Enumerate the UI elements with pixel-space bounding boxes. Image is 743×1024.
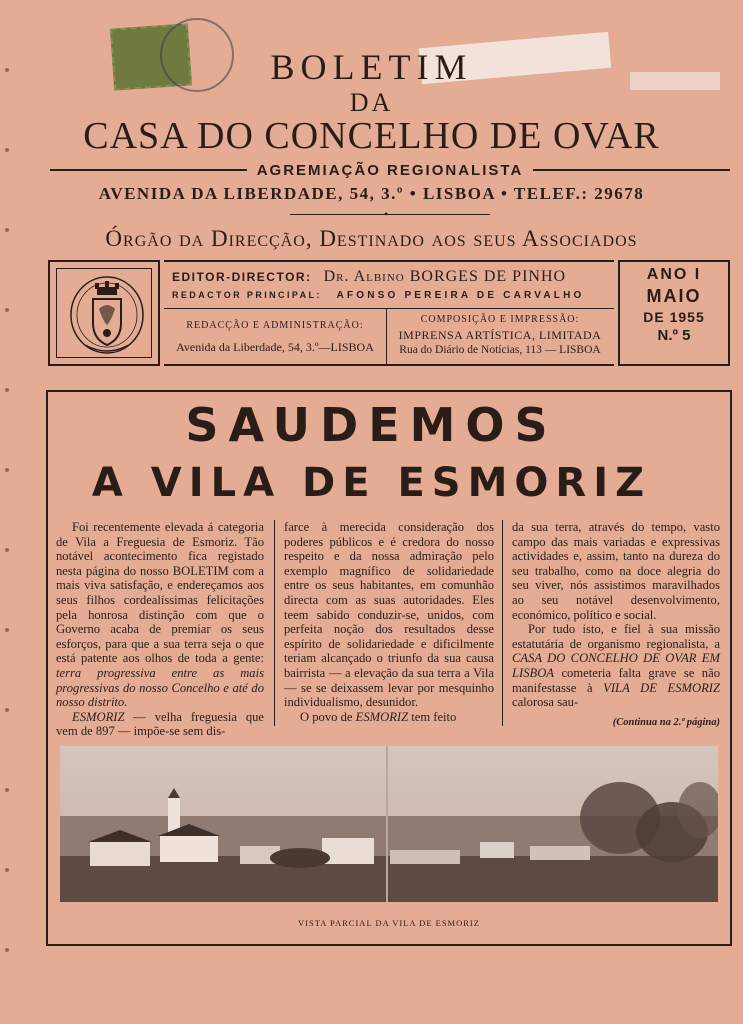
editor-name: Dr. Albino BORGES DE PINHO	[323, 268, 567, 285]
editorial-box	[164, 260, 614, 366]
crest-box	[48, 260, 160, 366]
rule-right	[533, 169, 730, 171]
masthead-address: AVENIDA DA LIBERDADE, 54, 3.º • LISBOA • TELEF.: 29678	[98, 184, 645, 203]
text-run-italic: VILA DE ESMORIZ	[603, 680, 721, 695]
redactor-name: AFONSO PEREIRA DE CARVALHO	[336, 290, 585, 301]
headline-main: SAUDEMOS	[185, 398, 558, 452]
rule-left	[50, 169, 247, 171]
coat-of-arms-icon	[67, 275, 147, 361]
text-run-italic: terra progressiva entre as mais progressivas do nosso Concelho e até do nosso distrito.	[56, 665, 264, 710]
redactor-label: REDACTOR PRINCIPAL:	[172, 290, 322, 300]
town-panorama-image	[60, 746, 718, 902]
divider-dot: •	[384, 207, 389, 221]
paragraph: farce à merecida consideração dos poderes públicos e é credora do nosso respeito e da nossa admiração pelo exemplo magnífico de solidariedade entre os seus habitantes, em comunhão directa com as suas autoridades. Eles teem sabido conduzir-se, unidos, com perfeita noção dos resultados desse espírito de solidariedade e dificilmente teriam alcançado o triunfo da sua causa bairrista — a elevação da sua terra a Vila — se se deixassem levar por mesquinho individualismo, desunidor.	[284, 520, 494, 710]
town-photo	[60, 746, 718, 902]
composition-name: IMPRENSA ARTÍSTICA, LIMITADA	[398, 328, 602, 342]
masthead-title-line1: BOLETIM	[270, 47, 473, 87]
issue-date: DE 1955	[643, 309, 705, 325]
paragraph	[284, 710, 494, 725]
divider	[290, 214, 490, 215]
paragraph	[56, 710, 264, 739]
issue-month: MAIO	[646, 286, 702, 306]
column-separator	[502, 520, 503, 726]
box-divider	[164, 308, 614, 309]
article-column-1	[56, 520, 264, 739]
text-run: O povo de	[300, 709, 356, 724]
issue-number: N.º 5	[657, 327, 691, 344]
admin-address: Avenida da Liberdade, 54, 3.º—LISBOA	[176, 340, 374, 354]
paragraph: da sua terra, através do tempo, vasto campo das mais variadas e expressivas actividades e, assim, tanto na dureza do seu trabalho, como na doce alegria do seu viver, nós assistimos maravilhados ao seu notável desenvolvimento, económico, político e social.	[512, 520, 720, 622]
organ-subtitle: Órgão da Direcção, Destinado aos seus Associados	[105, 226, 638, 251]
text-run: — velha freguesia que vem de 897 — impõe-se sem dis-	[56, 709, 264, 739]
issue-box	[618, 260, 730, 366]
masthead-title-line2: DA	[349, 88, 394, 117]
text-run: Por tudo isto, e fiel à sua missão estatutária de organismo regionalista, a	[512, 622, 720, 651]
composition-label: COMPOSIÇÃO E IMPRESSÃO:	[420, 314, 580, 325]
binding-holes-icon	[4, 40, 10, 1000]
photo-caption: VISTA PARCIAL DA VILA DE ESMORIZ	[298, 918, 480, 928]
text-run: Foi recentemente elevada á categoria de Vila a Freguesia de Esmoriz. Tão notável acontecimento fica registado nesta página do nosso BOLETIM com a mais viva satisfação, e endereçamos aos seus filhos cordealíssimas felicitações pela honrosa distinção com que o Governo acaba de premiar os seus esforços, para que a sua terra seja o que está patente aos olhos de toda a gente:	[56, 520, 264, 666]
masthead-title-line3: CASA DO CONCELHO DE OVAR	[83, 115, 660, 157]
issue-year: ANO I	[646, 266, 702, 283]
admin-label: REDACÇÃO E ADMINISTRAÇÃO:	[186, 320, 364, 331]
column-separator	[274, 520, 275, 726]
text-run-italic: ESMORIZ	[72, 709, 125, 724]
composition-address: Rua do Diário de Notícias, 113 — LISBOA	[399, 344, 601, 356]
editor-line	[172, 268, 566, 286]
text-run-italic: CASA DO CONCELHO DE OVAR EM LISBOA	[512, 651, 720, 680]
text-run: cometeria falta grave se não manifestasse à	[512, 665, 720, 695]
tagline-row	[50, 158, 730, 182]
text-run: tem feito	[408, 709, 457, 724]
editor-label: EDITOR-DIRECTOR:	[172, 270, 312, 284]
paragraph	[512, 622, 720, 710]
tagline: AGREMIAÇÃO REGIONALISTA	[256, 161, 524, 179]
paragraph	[56, 520, 264, 710]
redactor-line	[172, 290, 585, 301]
article-column-2	[284, 520, 494, 724]
headline-sub: A VILA DE ESMORIZ	[91, 460, 652, 506]
continued-note: (Continua na 2.ª página)	[612, 716, 720, 728]
text-run-italic: ESMORIZ	[355, 709, 409, 724]
article-column-3	[512, 520, 720, 730]
text-run: calorosa sau-	[512, 695, 579, 710]
crest-frame	[56, 268, 152, 358]
